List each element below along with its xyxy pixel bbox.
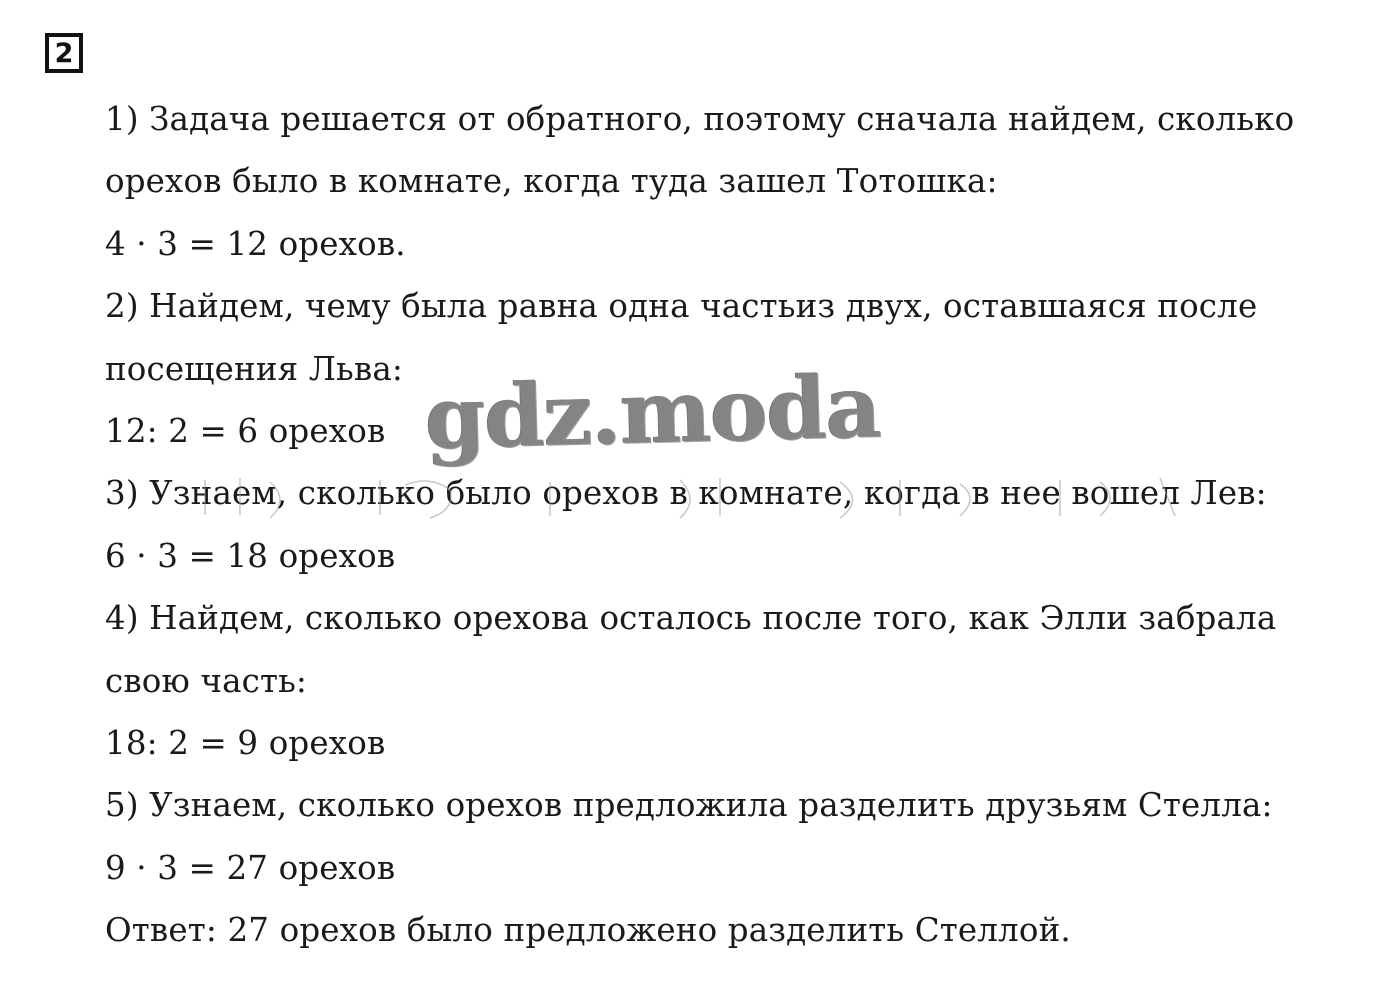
- solution-line-7: 3) Узнаем, сколько было орехов в комнате, когда в нее вошел Лев:: [105, 474, 1267, 513]
- solution-line-9: 4) Найдем, сколько орехова осталось после того, как Элли забрала: [105, 599, 1277, 638]
- solution-line-2: орехов было в комнате, когда туда зашел Тотошка:: [105, 162, 998, 201]
- solution-line-12: 5) Узнаем, сколько орехов предложила разделить друзьям Стелла:: [105, 786, 1273, 825]
- task-number-badge: 2: [45, 33, 83, 73]
- solution-line-6: 12: 2 = 6 орехов: [105, 411, 386, 450]
- solution-line-5: посещения Льва:: [105, 349, 403, 388]
- solution-line-13: 9 · 3 = 27 орехов: [105, 848, 396, 887]
- watermark-logo: gdz.moda: [423, 356, 882, 469]
- solution-text: [105, 88, 1375, 961]
- solution-line-10: свою часть:: [105, 661, 308, 700]
- solution-line-3: 4 · 3 = 12 орехов.: [105, 224, 406, 263]
- solution-line-11: 18: 2 = 9 орехов: [105, 723, 386, 762]
- solution-line-14: Ответ: 27 орехов было предложено разделить Стеллой.: [105, 911, 1071, 950]
- solution-line-1: 1) Задача решается от обратного, поэтому сначала найдем, сколько: [105, 100, 1295, 138]
- solution-line-4: 2) Найдем, чему была равна одна частьиз двух, оставшаяся после: [105, 287, 1258, 326]
- solution-line-8: 6 · 3 = 18 орехов: [105, 536, 396, 575]
